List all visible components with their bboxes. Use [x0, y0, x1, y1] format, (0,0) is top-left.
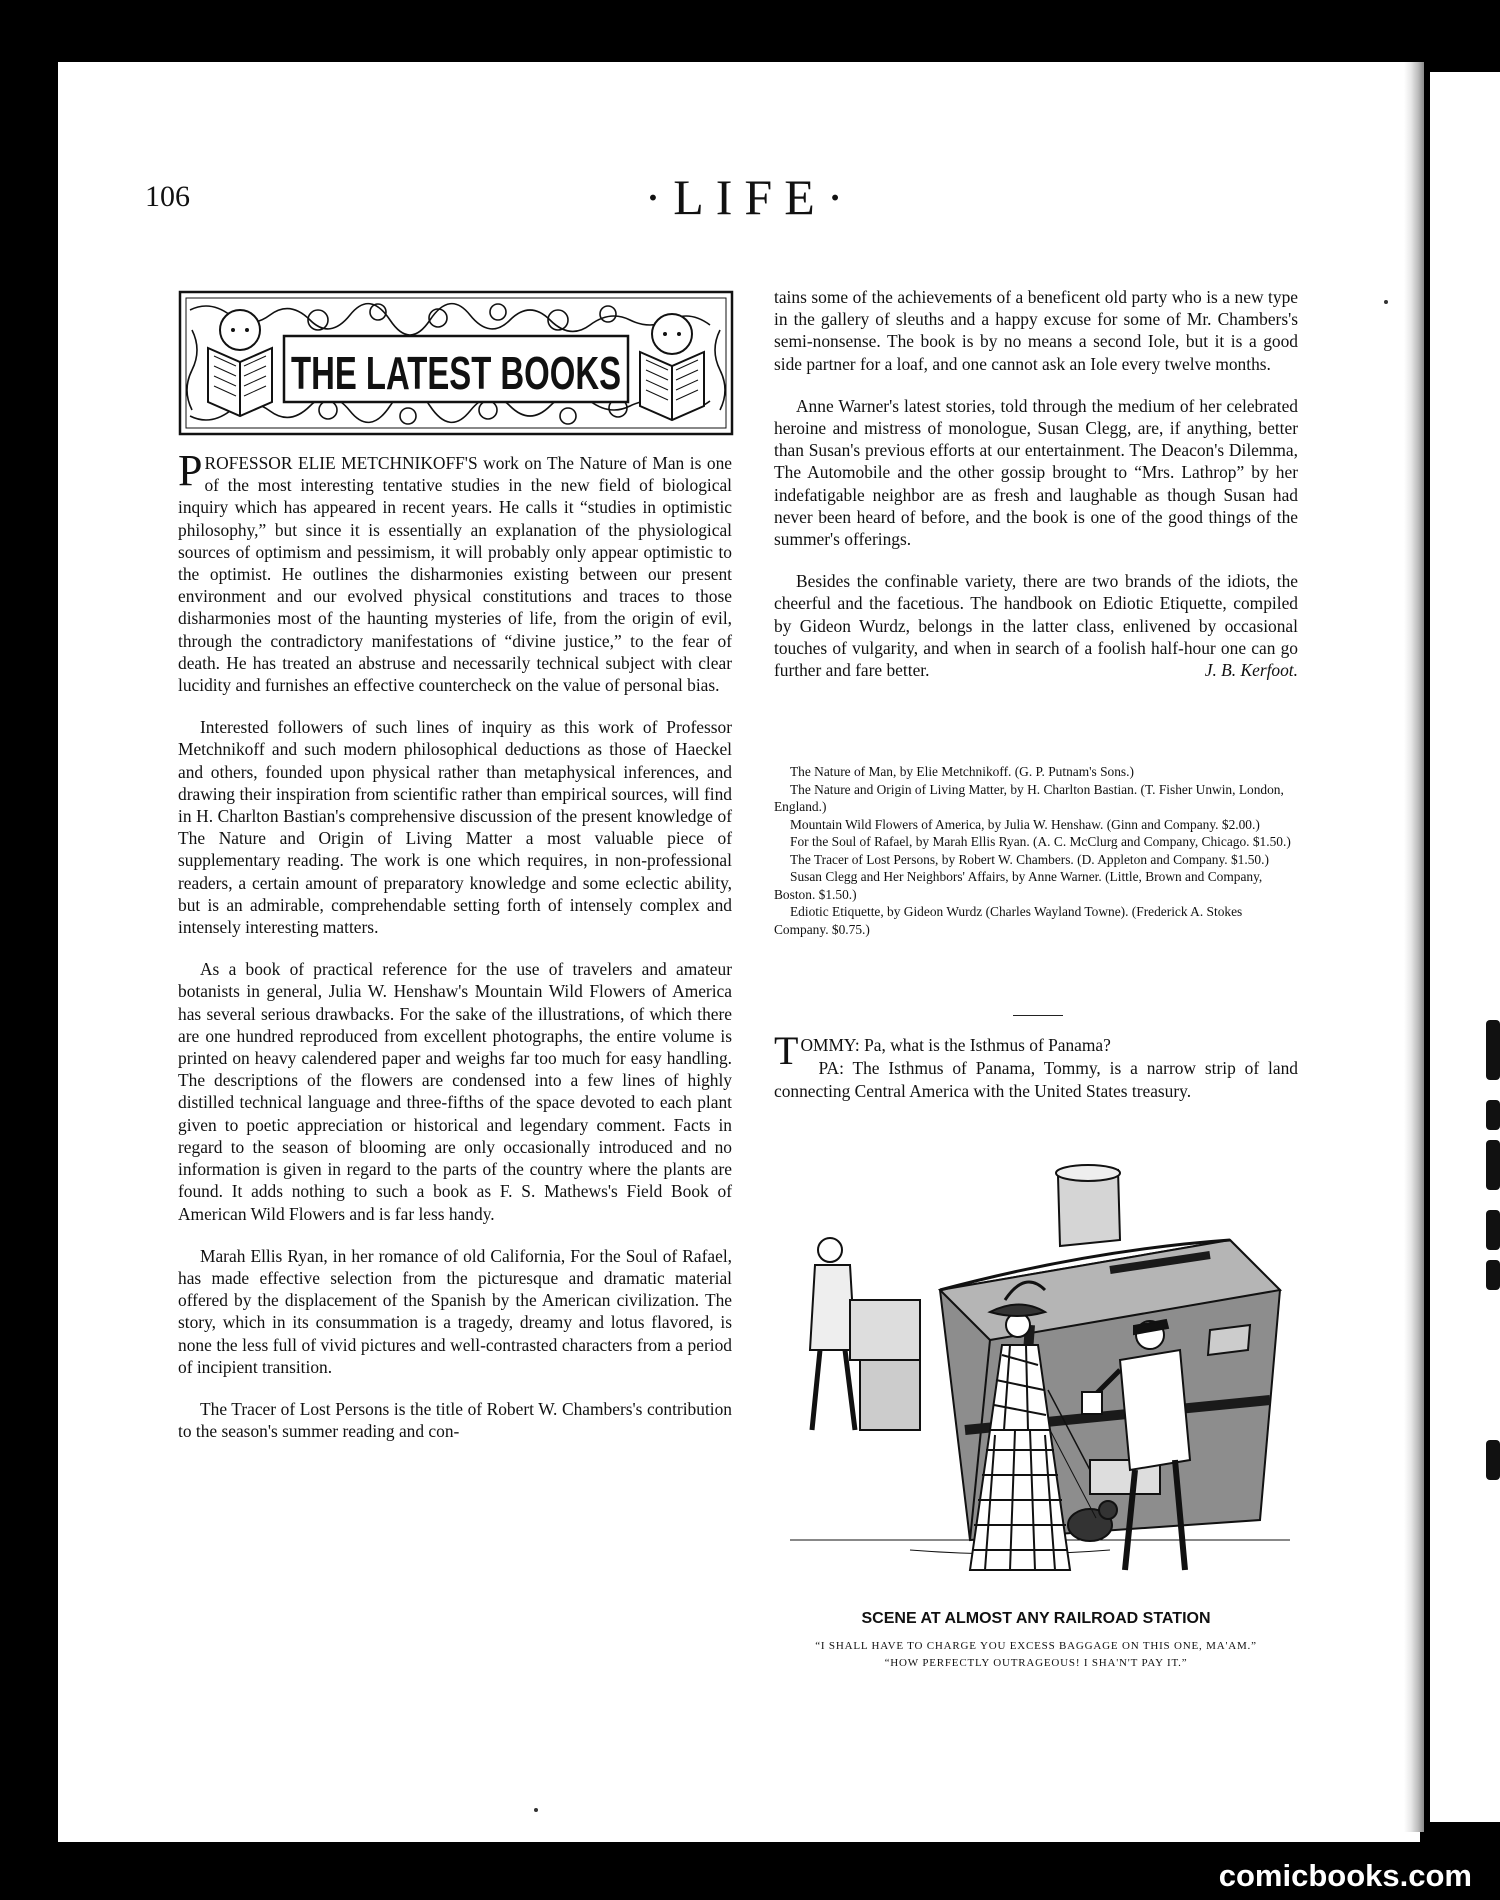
page-spine-shadow [1404, 62, 1424, 1832]
adjacent-page-edge [1430, 72, 1500, 1822]
joke-text: OMMY: Pa, what is the Isthmus of Panama? [800, 1035, 1111, 1055]
article-paragraph: The Tracer of Lost Persons is the title of Robert W. Chambers's contribution to the season's summer reading and con- [178, 1398, 732, 1442]
adjacent-page-ornament [1486, 1440, 1500, 1480]
article-paragraph: tains some of the achievements of a beneficent old party who is a new type in the gallery of sleuths and a happy excuse for some of Mr. Chambers's semi-nonsense. The book is by no means a second Iole, but it is a good side partner for a loaf, and one cannot ask an Iole every twelve months. [774, 287, 1298, 374]
adjacent-page-ornament [1486, 1140, 1500, 1190]
reference-item: Ediotic Etiquette, by Gideon Wurdz (Charles Wayland Towne). (Frederick A. Stokes Company. $0.75.) [774, 904, 1243, 937]
banner-title: THE LATEST BOOKS [291, 347, 621, 399]
article-paragraph: Interested followers of such lines of inquiry as this work of Professor Metchnikoff and such modern philosophical deductions as those of Haeckel and others, founded upon physical rather than metaphysical inferences, and drawing their inspiration from scientific rather than empirical sources, will find in H. Charlton Bastian's comprehensive discussion of the present knowledge of The Nature and Origin of Living Matter a most valuable piece of supplementary reading. The work is one which requires, in non-professional readers, a certain amount of preparatory knowledge and some eclectic ability, but is an admirable, comprehendable setting forth of intensely complex and intensely interesting matters. [178, 717, 732, 938]
print-speck [1384, 300, 1388, 304]
paragraph-text: ROFESSOR ELIE METCHNIKOFF'S work on The Nature of Man is one of the most interesting tentative studies in the new field of biological inquiry which has appeared in recent years. He calls it “studies in optimistic philosophy,” but since it is essentially an explanation of the physiological sources of optimism and pessimism, it will probably only appear optimistic to the optimist. He outlines the disharmonies existing between our present environment and our evolved physical constitutions and traces to those disharmonies most of the haunting mysteries of life, from the origin of evil, through the contradictory manifestations of “divine justice,” to the fear of death. He has treated an abstruse and necessarily technical subject with clear lucidity and furnishes an effective countercheck on the value of personal bias. [178, 453, 732, 696]
page-number: 106 [145, 180, 190, 213]
watermark: comicbooks.com [1218, 1858, 1472, 1893]
left-column [178, 446, 732, 1462]
section-divider [1013, 1015, 1063, 1016]
reference-item: Mountain Wild Flowers of America, by Julia W. Henshaw. (Ginn and Company. $2.00.) [790, 816, 1260, 832]
adjacent-page-ornament [1486, 1100, 1500, 1130]
joke-line: PA: The Isthmus of Panama, Tommy, is a narrow strip of land connecting Central America with the United States treasury. [774, 1058, 1298, 1101]
reference-item: The Nature of Man, by Elie Metchnikoff. (G. P. Putnam's Sons.) [790, 764, 1134, 779]
article-paragraph [178, 446, 732, 696]
cartoon-caption: SCENE AT ALMOST ANY RAILROAD STATION [861, 1610, 1211, 1627]
reference-item: The Nature and Origin of Living Matter, by H. Charlton Bastian. (T. Fisher Unwin, London, England.) [774, 781, 1284, 814]
cartoon-quote: “I SHALL HAVE TO CHARGE YOU EXCESS BAGGAGE ON THIS ONE, MA'AM.” [815, 1640, 1257, 1652]
article-paragraph: Marah Ellis Ryan, in her romance of old California, For the Soul of Rafael, has made effective selection from the picturesque and dramatic material offered by the displacement of the Spanish by the American civilization. The story, which in its consummation is a tragedy, dreamy and lotus flavored, is none the less full of vivid pictures and well-contrasted characters from a period of incipient transition. [178, 1245, 732, 1377]
article-paragraph [774, 570, 1298, 681]
reference-item: The Tracer of Lost Persons, by Robert W. Chambers. (D. Appleton and Company. $1.50.) [790, 851, 1269, 867]
right-column [774, 286, 1298, 701]
drop-cap: T [774, 1028, 799, 1073]
article-paragraph: Anne Warner's latest stories, told through the medium of her celebrated heroine and mistress of monologue, Susan Clegg, are, if anything, better than Susan's previous efforts at our entertainment. The Deacon's Dilemma, The Automobile and the other gossip brought to “Mrs. Lathrop” by her indefatigable neighbor are as fresh and laughable as though Susan had never been heard of before, and the book is one of the good things of the summer's offerings. [774, 395, 1298, 550]
railroad-station-illustration [790, 1130, 1290, 1600]
article-paragraph: As a book of practical reference for the use of travelers and amateur botanists in general, Julia W. Henshaw's Mountain Wild Flowers of America has several serious drawbacks. For the sake of the illustrations, of which there are one hundred reproduced from excellent photographs, the entire volume is printed on heavy calendered paper and weighs far too much for easy handling. The descriptions of the flowers are condensed into a few lines of highly distilled technical language and three-fifths of the space devoted to each plant given to poetic appreciation or historical and legendary comment. Facts in regard to the season of blooming are only occasionally introduced and no information is given in regard to the parts of the country where the plants are found. It adds nothing to such a book as F. S. Mathews's Field Book of American Wild Flowers and is far less handy. [178, 959, 732, 1224]
tommy-joke [774, 1028, 1298, 1103]
reference-item: Susan Clegg and Her Neighbors' Affairs, by Anne Warner. (Little, Brown and Company, Boston. $1.50.) [774, 869, 1263, 902]
cartoon-quote: “HOW PERFECTLY OUTRAGEOUS! I SHA'N'T PAY IT.” [884, 1657, 1188, 1669]
paragraph-text: Besides the confinable variety, there are two brands of the idiots, the cheerful and the facetious. The handbook on Ediotic Etiquette, compiled by Gideon Wurdz, belongs in the latter class, enlivened by occasional touches of vulgarity, and when in search of a foolish half-hour one can go further and fare better. [774, 571, 1298, 681]
masthead: ·LIFE· [644, 169, 856, 225]
adjacent-page-ornament [1486, 1260, 1500, 1290]
author-signature: J. B. Kerfoot. [1204, 660, 1298, 681]
latest-books-banner [178, 290, 734, 436]
joke-line [774, 1028, 1298, 1073]
book-references [774, 763, 1298, 938]
print-speck [534, 1808, 538, 1812]
adjacent-page-ornament [1486, 1210, 1500, 1250]
reference-item: For the Soul of Rafael, by Marah Ellis Ryan. (A. C. McClurg and Company, Chicago. $1.50.) [790, 834, 1291, 849]
adjacent-page-ornament [1486, 1020, 1500, 1080]
drop-cap: P [178, 446, 203, 495]
